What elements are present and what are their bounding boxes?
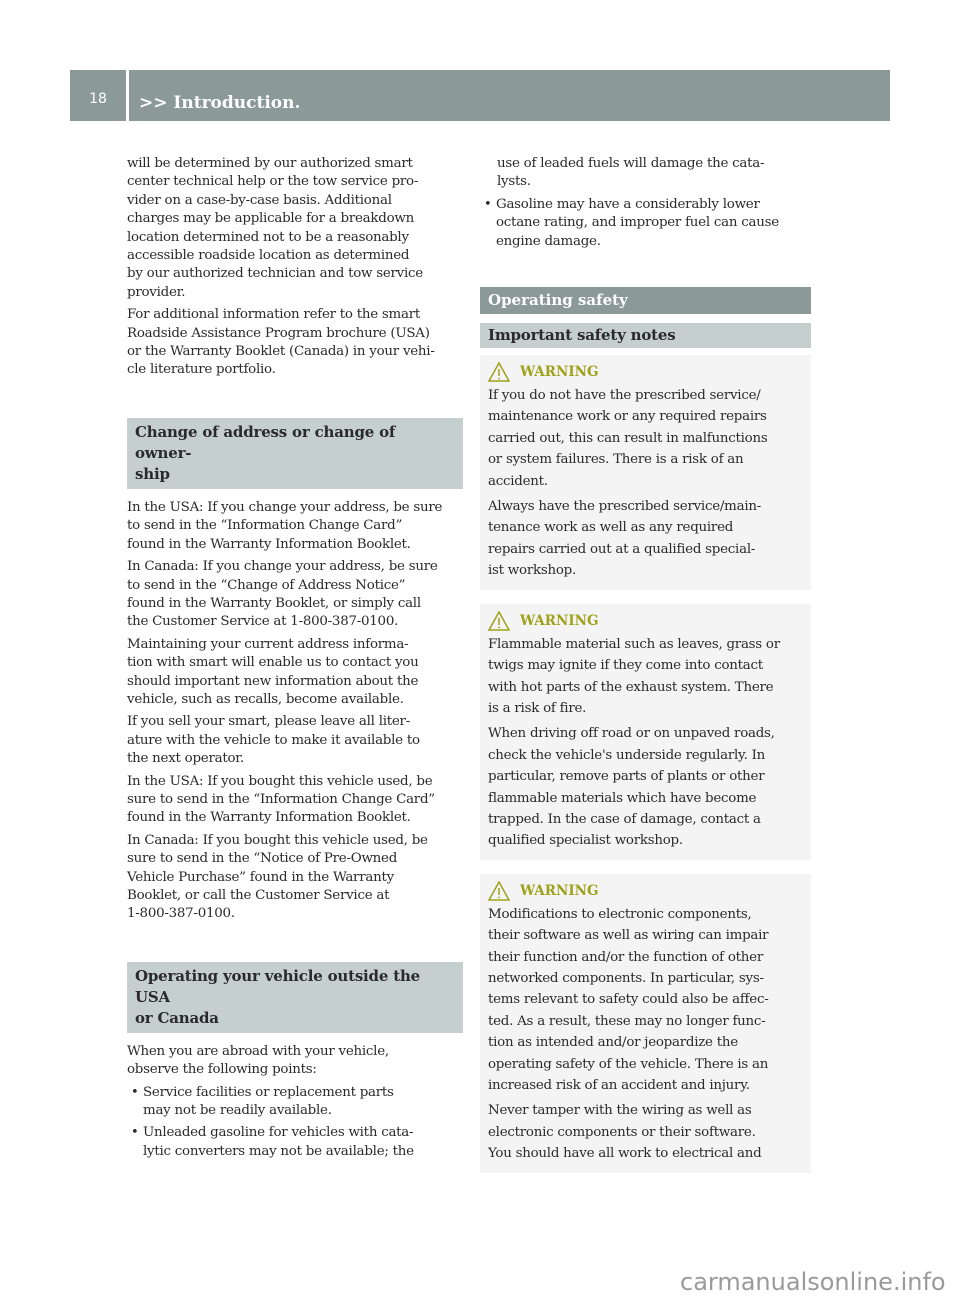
paragraph: use of leaded fuels will damage the cata- lysts.: [497, 156, 765, 190]
paragraph: In Canada: If you change your address, be sure to send in the “Change of Address Notice” found in the Warranty Booklet, or simply call the Customer Service at 1-800-387-0100.: [127, 559, 438, 630]
watermark: carmanualsonline.info: [680, 1268, 946, 1296]
warning-triangle-icon: [488, 362, 510, 382]
warning-label: WARNING: [520, 882, 599, 899]
warning-triangle-icon: [488, 611, 510, 631]
paragraph: will be determined by our authorized smart center technical help or the tow service pro- vider on a case-by-case basis. Additional charges may be applicable for a breakdown location determined not to be a reasonably accessible roadside location as determined by our authorized technician and tow service provider.: [127, 156, 423, 300]
warning-label: WARNING: [520, 364, 599, 381]
list-item-text: • Unleaded gasoline for vehicles with cata- lytic converters may not be available; the: [143, 1125, 414, 1159]
paragraph: In the USA: If you bought this vehicle used, be sure to send in the “Information Change Card” found in the Warranty Information Booklet.: [127, 773, 435, 826]
bullet-list: [127, 1084, 463, 1162]
paragraph: Always have the prescribed service/main- tenance work as well as any required repairs carried out at a qualified special- ist workshop.: [488, 499, 762, 579]
bullet-list: [480, 196, 811, 251]
warning-box: [480, 355, 811, 590]
warning-label: WARNING: [520, 612, 599, 629]
paragraph: Maintaining your current address informa- tion with smart will enable us to contact you should important new information about the vehicle, such as recalls, become available.: [127, 636, 419, 707]
paragraph: When you are abroad with your vehicle, observe the following points:: [127, 1043, 389, 1078]
list-item: [127, 1084, 463, 1121]
paragraph: In Canada: If you bought this vehicle used, be sure to send in the “Notice of Pre-Owned Vehicle Purchase” found in the Warranty Booklet, or call the Customer Service at 1-800-387-0100.: [127, 832, 428, 922]
heading-operating-abroad: Operating your vehicle outside the USA or Canada: [127, 962, 463, 1033]
right-column: [480, 155, 811, 1187]
warning-box: [480, 874, 811, 1173]
page-number: 18: [70, 70, 126, 121]
list-item: [127, 1124, 463, 1161]
paragraph: Never tamper with the wiring as well as electronic components or their software. You should have all work to electrical and: [488, 1103, 762, 1162]
paragraph: For additional information refer to the smart Roadside Assistance Program brochure (USA) or the Warranty Booklet (Canada) in your vehi- cle literature portfolio.: [127, 307, 435, 378]
paragraph: If you do not have the prescribed service/ maintenance work or any required repairs carried out, this can result in malfunctions or system failures. There is a risk of an accident.: [488, 388, 768, 489]
heading-operating-safety: Operating safety: [480, 287, 811, 314]
paragraph: If you sell your smart, please leave all liter- ature with the vehicle to make it available to the next operator.: [127, 714, 420, 767]
left-column: [127, 155, 463, 1165]
section-title: >> Introduction.: [129, 70, 890, 121]
warning-triangle-icon: [488, 881, 510, 901]
heading-important-safety-notes: Important safety notes: [480, 323, 811, 348]
list-item-text: • Service facilities or replacement parts may not be readily available.: [143, 1084, 394, 1119]
paragraph: Modifications to electronic components, their software as well as wiring can impair their function and/or the function of other networked components. In particular, sys- tems relevant to safety could also be affec- ted. As a result, these may no longer func- tion as intended and/or jeopardize the operating safety of the vehicle. There is an increased risk of an accident and injury.: [488, 906, 769, 1093]
list-item-text: • Gasoline may have a considerably lower octane rating, and improper fuel can cause engine damage.: [496, 196, 779, 249]
paragraph: In the USA: If you change your address, be sure to send in the “Information Change Card” found in the Warranty Information Booklet.: [127, 499, 443, 552]
paragraph: When driving off road or on unpaved roads, check the vehicle's underside regularly. In particular, remove parts of plants or other flammable materials which have become trapped. In the case of damage, contact a qualified specialist workshop.: [488, 726, 775, 849]
heading-change-of-address: Change of address or change of owner- ship: [127, 418, 463, 489]
paragraph: Flammable material such as leaves, grass or twigs may ignite if they come into contact with hot parts of the exhaust system. There is a risk of fire.: [488, 636, 780, 716]
warning-box: [480, 604, 811, 860]
list-item: [480, 196, 811, 251]
